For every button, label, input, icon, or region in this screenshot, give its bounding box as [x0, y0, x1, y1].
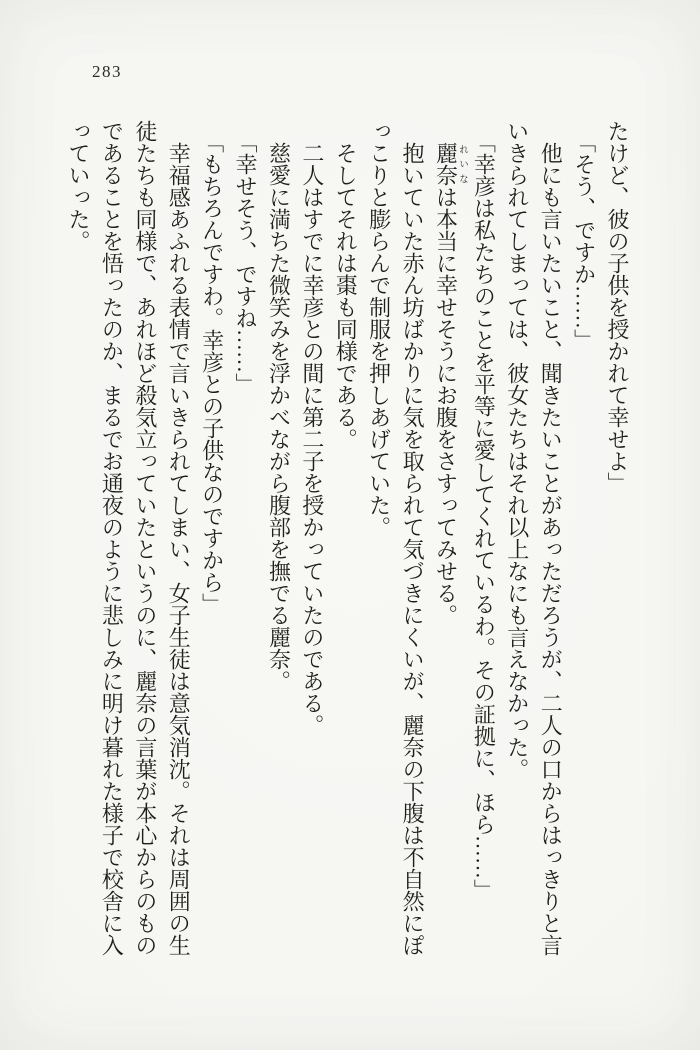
- text-column: たけど、彼の子供を授かれて幸せよ」: [605, 120, 630, 494]
- text-column: 他にも言いたいこと、聞きたいことがあっただろうが、二人の口からはっきりと言: [538, 120, 564, 956]
- text-block: [62, 120, 634, 965]
- furigana-ruby: 麗奈れいな: [433, 142, 467, 186]
- text-column: 抱いていた赤ん坊ばかりに気を取られて気づきにくいが、麗奈の下腹は不自然にぽ: [400, 120, 426, 956]
- text-column: 麗奈れいなは本当に幸せそうにお腹をさすってみせる。: [433, 142, 467, 626]
- text-column: っていった。: [66, 120, 91, 252]
- text-column: 徒たちも同様で、あれほど殺気立っていたというのに、麗奈の言葉が本心からのもの: [132, 120, 158, 956]
- page-number: 283: [92, 62, 122, 81]
- text-column: 二人はすでに幸彦との間に第二子を授かっていたのである。: [299, 120, 325, 736]
- text-column: 「そう、ですか……」: [571, 120, 597, 351]
- text-column: 「幸彦は私たちのことを平等に愛してくれているわ。その証拠に、ほら……」: [471, 120, 497, 901]
- text-column: っこりと膨らんで制服を押しあげていた。: [366, 120, 392, 538]
- text-column: 「もちろんですわ。幸彦との子供なのですから」: [199, 120, 225, 615]
- text-column: 慈愛に満ちた微笑みを浮かべながら腹部を撫でる麗奈。: [266, 120, 292, 692]
- text-column: 「幸せそう、ですね……」: [233, 120, 259, 395]
- text-column: いきられてしまっては、彼女たちはそれ以上なにも言えなかった。: [504, 120, 530, 780]
- text-column: 幸福感あふれる表情で言いきられてしまい、女子生徒は意気消沈。それは周囲の生: [166, 120, 192, 956]
- text-column: そしてそれは棗も同様である。: [333, 120, 359, 450]
- text-column: であることを悟ったのか、まるでお通夜のように悲しみに明け暮れた様子で校舎に入: [99, 120, 125, 956]
